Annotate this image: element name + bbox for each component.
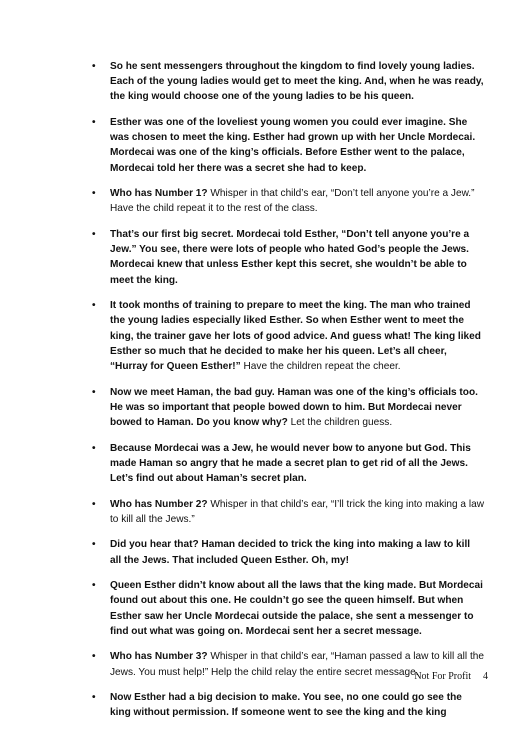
bullet-paragraph [92, 385, 484, 431]
bullet-paragraph [92, 59, 484, 105]
page-number: 4 [483, 671, 488, 682]
bullet-paragraph [92, 497, 484, 527]
bullet-list [92, 59, 484, 731]
bullet-paragraph [92, 115, 484, 176]
bold-text: Who has Number 3? [110, 651, 208, 663]
page-footer [414, 671, 488, 682]
bullet-paragraph [92, 186, 484, 216]
instruction-text: Let the children guess. [287, 417, 393, 429]
bold-text: That’s our first big secret. Mordecai told Esther, “Don’t tell anyone you’re a Jew.” You see, there were lots of people who hated God’s people the Jews. Mordecai knew that unless Esther kept this secret, she wouldn’t be able to meet the king. [110, 229, 470, 286]
bold-text: Esther was one of the loveliest young women you could ever imagine. She was chosen to meet the king. Esther had grown up with her Uncle Mordecai. Mordecai was one of the king’s officials. Before Esther went to the palace, Mordecai told her there was a secret she had to keep. [110, 117, 476, 174]
bullet-paragraph [92, 227, 484, 288]
bold-text: Did you hear that? Haman decided to trick the king into making a law to kill all the Jews. That included Queen Esther. Oh, my! [110, 539, 471, 566]
instruction-text: Have the children repeat the cheer. [240, 361, 401, 373]
bold-text: Queen Esther didn’t know about all the laws that the king made. But Mordecai found out about this one. He couldn’t go see the queen himself. But when Esther saw her Uncle Mordecai outside the palace, she sent a messenger to find out what was going on. Mordecai sent her a secret message. [110, 580, 483, 637]
bold-text: Who has Number 1? [110, 188, 208, 200]
bold-text: Because Mordecai was a Jew, he would never bow to anyone but God. This made Haman so angry that he made a secret plan to get rid of all the Jews. Let’s find out about Haman’s secret plan. [110, 442, 471, 485]
bold-text: Now Esther had a big decision to make. You see, no one could go see the king without permission. If someone went to see the king and the king [110, 692, 462, 719]
bullet-paragraph [92, 690, 484, 720]
instruction-text: Whisper in that child’s ear, “Haman passed a law to kill all the Jews. You must help!” Help the child relay the entire secret message. [110, 651, 484, 678]
footer-label: Not For Profit [414, 671, 471, 682]
bullet-paragraph [92, 578, 484, 639]
bold-text: It took months of training to prepare to meet the king. The man who trained the young ladies especially liked Esther. So when Esther went to meet the king, the trainer gave her lots of good advice. And guess what! The king liked Esther so much that he decided to make her his queen. Let’s all cheer, “Hurray for Queen Esther!” [110, 300, 481, 373]
bullet-paragraph [92, 441, 484, 487]
instruction-text: Whisper in that child’s ear, “I’ll trick the king into making a law to kill all the Jews.” [110, 498, 484, 525]
bullet-paragraph [92, 298, 484, 374]
bullet-paragraph [92, 537, 484, 567]
bold-text: So he sent messengers throughout the kingdom to find lovely young ladies. Each of the young ladies would get to meet the king. And, when he was ready, the king would choose one of the young ladies to be his queen. [110, 61, 484, 103]
bold-text: Who has Number 2? [110, 498, 208, 510]
instruction-text: Whisper in that child’s ear, “Don’t tell anyone you’re a Jew.” Have the child repeat it to the rest of the class. [110, 188, 475, 215]
bold-text: Now we meet Haman, the bad guy. Haman was one of the king’s officials too. He was so important that people bowed down to him. But Mordecai never bowed to Haman. Do you know why? [110, 386, 478, 429]
